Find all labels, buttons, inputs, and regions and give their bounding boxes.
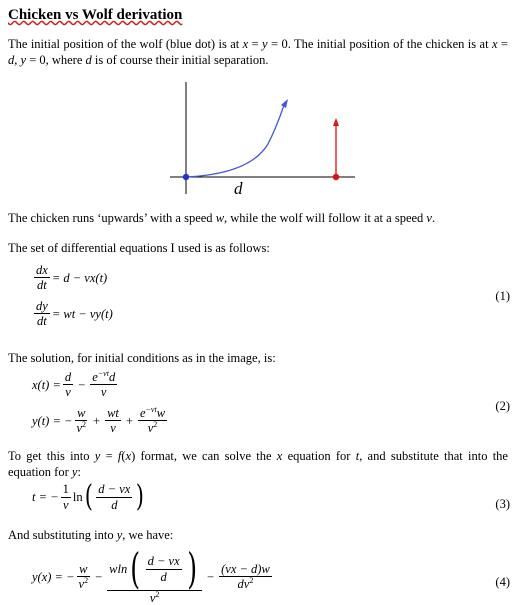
intro-paragraph: The initial position of the wolf (blue dot) is at x = y = 0. The initial position of the chicken is at x = d, y = 0, where d is of course their initial separation. (8, 37, 508, 67)
equation-2-x: x(t) = $\frac{d}{v}$ − $\frac{e^{-vt}d}{v}$ (32, 369, 116, 400)
equation-1-dy: $\frac{dy}{dt}$ = wt − vy(t) (36, 299, 113, 329)
equation-number-3: (3) (495, 497, 510, 511)
separation-label: d (234, 179, 243, 198)
solution-intro: The solution, for initial conditions as in the image, is: (8, 351, 276, 365)
wolf-path-arrowhead (281, 99, 288, 108)
chicken-path-arrowhead (333, 118, 339, 126)
chicken-dot (333, 174, 339, 180)
substitute-y-paragraph: And substituting into y, we have: (8, 528, 174, 542)
chase-diagram (170, 82, 360, 200)
equation-number-4: (4) (495, 575, 510, 589)
equation-number-2: (2) (495, 399, 510, 413)
equation-number-1: (1) (495, 289, 510, 303)
equation-1-dx: $\frac{dx}{dt}$ = d − vx(t) (36, 263, 108, 293)
equation-3: t = − $\frac{1}{v}$ ln ( $\frac{d - vx}{d}$ ) (32, 479, 145, 514)
speed-paragraph: The chicken runs ‘upwards’ with a speed w, while the wolf will follow it at a speed v. (8, 211, 436, 225)
equation-4: y(x) = − $\frac{w}{v^2}$ − wln ( $\frac{d - vx}{d}$ ) $v^2$ − $\frac{(vx - d)w}{dv^2}$ (32, 544, 270, 605)
substitution-paragraph: To get this into y = f(x) format, we can solve the x equation for t, and substitute that into the equation for y: (8, 449, 508, 479)
equation-2-y: y(t) = − $\frac{w}{v^2}$ + $\frac{wt}{v}$ + $\frac{e^{-vt}w}{v^2}$ (32, 405, 166, 436)
page-title: Chicken vs Wolf derivation (8, 7, 183, 23)
wolf-path-curve (186, 102, 285, 177)
wolf-dot (183, 174, 189, 180)
diffeq-intro: The set of differential equations I used is as follows: (8, 241, 270, 255)
